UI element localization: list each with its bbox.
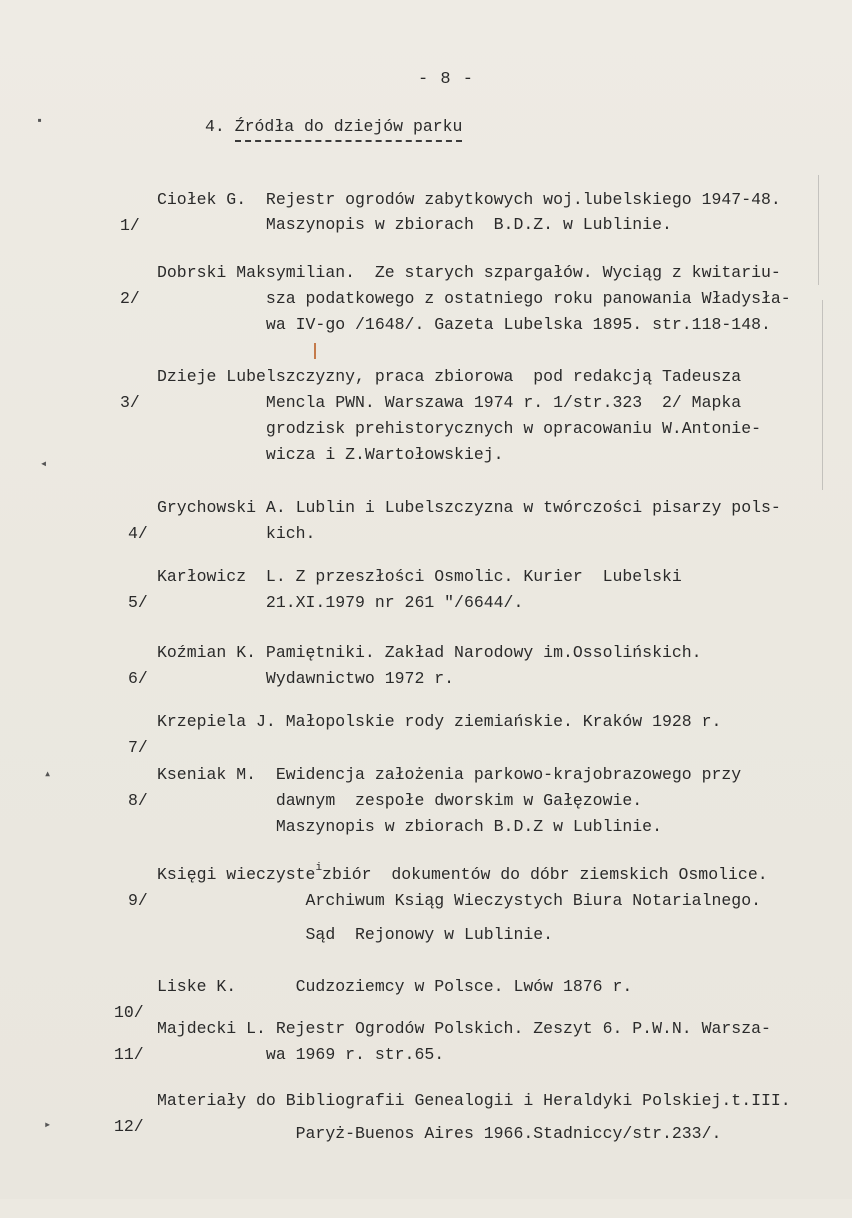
entry-number: 7/ [128,738,148,757]
entry-line: Majdecki L. Rejestr Ogrodów Polskich. Zeszyt 6. P.W.N. Warsza- [157,1019,771,1038]
entry-number: 1/ [120,216,140,235]
entry-line: Paryż-Buenos Aires 1966.Stadniccy/str.233/. [157,1124,722,1143]
entry-line: Sąd Rejonowy w Lublinie. [157,925,554,944]
margin-tick-mark: ▸ [44,1118,52,1132]
entry-line: sza podatkowego z ostatniego roku panowania Władysła- [157,289,791,308]
margin-tick-mark: ▴ [44,767,52,781]
entry-line: Kseniak M. Ewidencja założenia parkowo-krajobrazowego przy [157,765,742,784]
red-pen-mark [314,343,316,359]
entry-line: dawnym zespołe dworskim w Gałęzowie. [157,791,643,810]
entry-line: Materiały do Bibliografii Genealogii i Heraldyki Polskiej.t.III. [157,1091,791,1110]
entry-number: 10/ [114,1003,144,1022]
entry-line [157,862,768,890]
entry-number: 4/ [128,524,148,543]
entry-line: Grychowski A. Lublin i Lubelszczyzna w twórczości pisarzy pols- [157,498,781,517]
margin-tick-mark: ▪ [36,114,44,128]
section-number: 4. [205,117,225,136]
entry-number: 2/ [120,289,140,308]
entry-line: kich. [157,524,316,543]
entry-number: 6/ [128,669,148,688]
entry-line-part: Księgi wieczyste [157,865,316,884]
entry-line-part: zbiór dokumentów do dóbr ziemskich Osmolice. [322,865,768,884]
entry-line: Dzieje Lubelszczyzny, praca zbiorowa pod redakcją Tadeusza [157,367,742,386]
entry-line: Ciołek G. Rejestr ogrodów zabytkowych woj.lubelskiego 1947-48. [157,190,781,209]
fold-line [822,300,823,490]
page-number: - 8 - [417,70,474,89]
entry-line: Maszynopis w zbiorach B.D.Z w Lublinie. [157,817,662,836]
entry-line: Mencla PWN. Warszawa 1974 r. 1/str.323 2/ Mapka [157,393,742,412]
superscript-marker: i [315,862,323,874]
entry-line: Wydawnictwo 1972 r. [157,669,455,688]
entry-line: Archiwum Ksiąg Wieczystych Biura Notarialnego. [157,891,761,910]
entry-line: Karłowicz L. Z przeszłości Osmolic. Kurier Lubelski [157,567,682,586]
section-title: Źródła do dziejów parku [235,117,463,142]
margin-tick-mark: ◂ [40,457,48,471]
entry-number: 12/ [114,1117,144,1136]
section-heading [205,117,462,142]
entry-number: 11/ [114,1045,144,1064]
entry-line: grodzisk prehistorycznych w opracowaniu W.Antonie- [157,419,761,438]
entry-line: wa IV-go /1648/. Gazeta Lubelska 1895. str.118-148. [157,315,771,334]
entry-number: 9/ [128,891,148,910]
entry-line: wa 1969 r. str.65. [157,1045,445,1064]
entry-line: wicza i Z.Wartołowskiej. [157,445,504,464]
entry-line: 21.XI.1979 nr 261 "/6644/. [157,593,524,612]
fold-line [818,175,819,285]
entry-line: Krzepiela J. Małopolskie rody ziemiańskie. Kraków 1928 r. [157,712,722,731]
entry-number: 8/ [128,791,148,810]
entry-number: 3/ [120,393,140,412]
entry-line: Maszynopis w zbiorach B.D.Z. w Lublinie. [157,215,672,234]
entry-line: Liske K. Cudzoziemcy w Polsce. Lwów 1876 r. [157,977,633,996]
entry-line: Dobrski Maksymilian. Ze starych szpargałów. Wyciąg z kwitariu- [157,263,781,282]
entry-number: 5/ [128,593,148,612]
entry-line: Koźmian K. Pamiętniki. Zakład Narodowy im.Ossolińskich. [157,643,702,662]
